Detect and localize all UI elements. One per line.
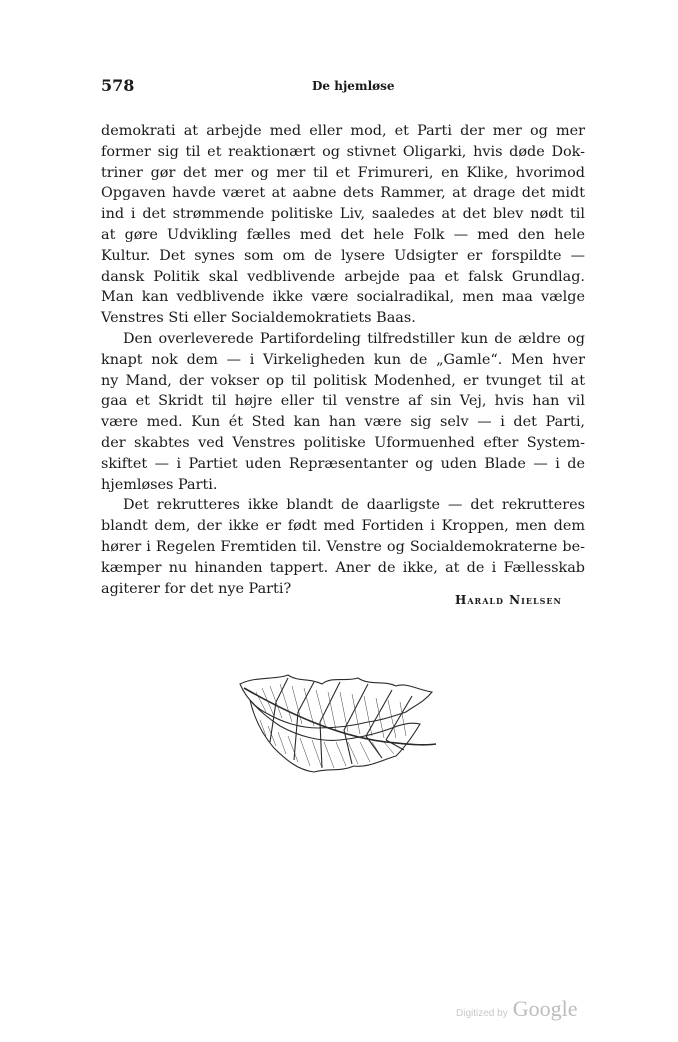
text-line: hjemløses Parti. bbox=[101, 476, 218, 493]
page-number: 578 bbox=[101, 76, 135, 95]
text-line: Det rekrutteres ikke blandt de daarligste — det rekrutteres bbox=[123, 497, 585, 514]
watermark-brand: Google bbox=[512, 996, 578, 1021]
text-line: Opgaven havde været at aabne dets Rammer, at drage det midt bbox=[101, 185, 585, 202]
watermark-prefix: Digitized by bbox=[456, 1008, 508, 1019]
author-signature: Harald Nielsen bbox=[455, 593, 562, 607]
text-line: dansk Politik skal vedblivende arbejde paa et falsk Grundlag. bbox=[101, 268, 585, 285]
text-line: Kultur. Det synes som om de lysere Udsigter er forspildte — bbox=[101, 247, 585, 264]
text-line: knapt nok dem — i Virkeligheden kun de „Gamle“. Men hver bbox=[101, 351, 585, 368]
digitization-watermark bbox=[456, 996, 578, 1022]
text-line: agiterer for det nye Parti? bbox=[101, 580, 292, 597]
text-line: triner gør det mer og mer til et Frimureri, en Klike, hvorimod bbox=[101, 164, 585, 181]
text-line: Venstres Sti eller Socialdemokratiets Baas. bbox=[101, 310, 416, 327]
text-line: gaa et Skridt til højre eller til venstre af sin Vej, hvis han vil bbox=[101, 393, 585, 410]
text-line: være med. Kun ét Sted kan han være sig selv — i det Parti, bbox=[101, 414, 585, 431]
text-line: skiftet — i Partiet uden Repræsentanter og uden Blade — i de bbox=[101, 455, 585, 472]
text-line: blandt dem, der ikke er født med Fortiden i Kroppen, men dem bbox=[101, 518, 585, 535]
text-line: kæmper nu hinanden tappert. Aner de ikke, at de i Fællesskab bbox=[101, 559, 585, 576]
text-line: Man kan vedblivende ikke være socialradikal, men maa vælge bbox=[101, 289, 585, 306]
text-line: hører i Regelen Fremtiden til. Venstre og Socialdemokraterne be- bbox=[101, 538, 585, 555]
running-title: De hjemløse bbox=[312, 79, 395, 93]
text-line: ny Mand, der vokser op til politisk Modenhed, er tvunget til at bbox=[101, 372, 585, 389]
text-line: at gøre Udvikling fælles med det hele Folk — med den hele bbox=[101, 226, 585, 243]
text-line: former sig til et reaktionært og stivnet Oligarki, hvis døde Dok- bbox=[101, 143, 585, 160]
text-line: ind i det strømmende politiske Liv, saaledes at det blev nødt til bbox=[101, 206, 585, 223]
text-line: Den overleverede Partifordeling tilfredstiller kun de ældre og bbox=[123, 330, 585, 347]
text-line: demokrati at arbejde med eller mod, et Parti der mer og mer bbox=[101, 123, 585, 139]
text-line: der skabtes ved Venstres politiske Uformuenhed efter System- bbox=[101, 434, 585, 451]
body-text bbox=[101, 121, 585, 599]
oak-leaf-icon bbox=[236, 672, 442, 776]
